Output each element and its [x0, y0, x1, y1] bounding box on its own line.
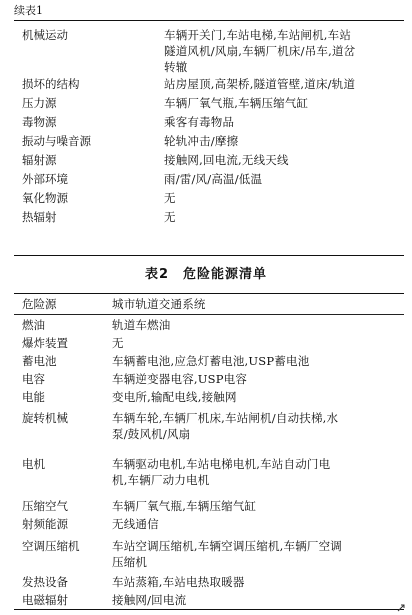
table1-value-line: 无 [164, 210, 176, 224]
table-row [14, 171, 404, 190]
table-row [14, 133, 404, 152]
table2-header-col2: 城市轨道交通系统 [112, 297, 206, 311]
table-row [14, 353, 404, 371]
table-row [14, 410, 404, 452]
table2-value-line: 车辆逆变器电容,USP电容 [112, 372, 248, 386]
table1-source-cell: 热辐射 [22, 210, 57, 224]
table1-value-line: 车辆开关门,车站电梯,车站闸机,车站 [164, 28, 352, 42]
table1-value-line: 车辆厂氧气瓶,车辆压缩气缸 [164, 96, 309, 110]
table-row [14, 95, 404, 114]
table-row [14, 574, 404, 592]
table2-source-cell: 电磁辐射 [22, 593, 68, 607]
table-header-row [14, 296, 404, 312]
table2-source-cell: 发热设备 [22, 575, 68, 589]
table2-source-cell: 电能 [22, 390, 45, 404]
table2-source-cell: 空调压缩机 [22, 539, 80, 553]
table2-header [14, 296, 404, 312]
table2-value-line: 车站空调压缩机,车辆空调压缩机,车辆厂空调 [112, 539, 343, 553]
table-row [14, 209, 404, 228]
table2-source-cell: 压缩空气 [22, 499, 68, 513]
table1-continued-caption: 续表1 [14, 4, 43, 17]
table2-source-cell: 旋转机械 [22, 411, 68, 425]
table-row [14, 27, 404, 75]
table-row [14, 592, 404, 610]
table2-source-cell: 电机 [22, 457, 45, 471]
table2-value-line: 车辆蓄电池,应急灯蓄电池,USP蓄电池 [112, 354, 310, 368]
table-row [14, 114, 404, 133]
table1-source-cell: 氧化物源 [22, 191, 68, 205]
table2-value-line: 变电所,输配电线,接触网 [112, 390, 237, 404]
table1-value-line: 接触网,回电流,无线天线 [164, 153, 289, 167]
table2-source-cell: 电容 [22, 372, 45, 386]
table-row [14, 317, 404, 335]
table-row [14, 538, 404, 574]
table1-source-cell: 压力源 [22, 96, 57, 110]
table2-value-line: 无线通信 [112, 517, 159, 531]
table2-source-cell: 蓄电池 [22, 354, 57, 368]
table1-source-cell: 机械运动 [22, 28, 68, 42]
table2-value-line: 机,车辆厂动力电机 [112, 473, 210, 487]
table2-value-line: 接触网/回电流 [112, 593, 187, 607]
table1-top-rule [14, 20, 404, 21]
table2-value-line: 车辆厂氧气瓶,车辆压缩气缸 [112, 499, 257, 513]
table-row [14, 389, 404, 410]
table-row [14, 335, 404, 353]
table1-value-line: 无 [164, 191, 176, 205]
table2-value-line: 轨道车燃油 [112, 318, 171, 332]
table-row [14, 190, 404, 209]
table-row [14, 498, 404, 516]
table1-source-cell: 毒物源 [22, 115, 57, 129]
table-row [14, 76, 404, 95]
corner-mark-icon [396, 603, 406, 613]
table1-source-cell: 外部环境 [22, 172, 68, 186]
table2-header-col1: 危险源 [22, 297, 57, 311]
table2-value-line: 压缩机 [112, 555, 148, 569]
table1-value-line: 乘客有毒物品 [164, 115, 235, 129]
table1-value-line: 轮轨冲击/摩擦 [164, 134, 239, 148]
table2-header-rule [14, 314, 404, 315]
table-row [14, 516, 404, 538]
table1-source-cell: 振动与噪音源 [22, 134, 91, 148]
table2-source-cell: 射频能源 [22, 517, 68, 531]
table1-value-line: 隧道风机/风扇,车辆厂机床/吊车,道岔 [164, 44, 356, 58]
table1-source-cell: 损坏的结构 [22, 77, 80, 91]
table1-bottom-rule [14, 255, 404, 256]
table2-value-line: 泵/鼓风机/风扇 [112, 427, 191, 441]
table1-source-cell: 辐射源 [22, 153, 57, 167]
table2-value-line: 车辆驱动电机,车站电梯电机,车站自动门电 [112, 457, 331, 471]
table2-value-line: 车站蒸箱,车站电热取暖器 [112, 575, 245, 589]
table2-value-line: 无 [112, 336, 124, 350]
table1-value-line: 转辙 [164, 60, 188, 74]
table2-top-rule [14, 293, 404, 294]
table-row [14, 152, 404, 171]
table2-source-cell: 爆炸装置 [22, 336, 68, 350]
table1-value-line: 站房屋顶,高架桥,隧道管壁,道床/轨道 [164, 77, 356, 91]
table-row [14, 371, 404, 389]
table-row [14, 456, 404, 498]
table2 [14, 317, 404, 610]
table1 [14, 27, 404, 228]
table2-source-cell: 燃油 [22, 318, 45, 332]
table2-value-line: 车辆车轮,车辆厂机床,车站闸机/自动扶梯,水 [112, 411, 339, 425]
table2-bottom-rule [14, 609, 404, 610]
table1-value-line: 雨/雷/风/高温/低温 [164, 172, 263, 186]
table2-title: 表2 危险能源清单 [144, 267, 268, 282]
